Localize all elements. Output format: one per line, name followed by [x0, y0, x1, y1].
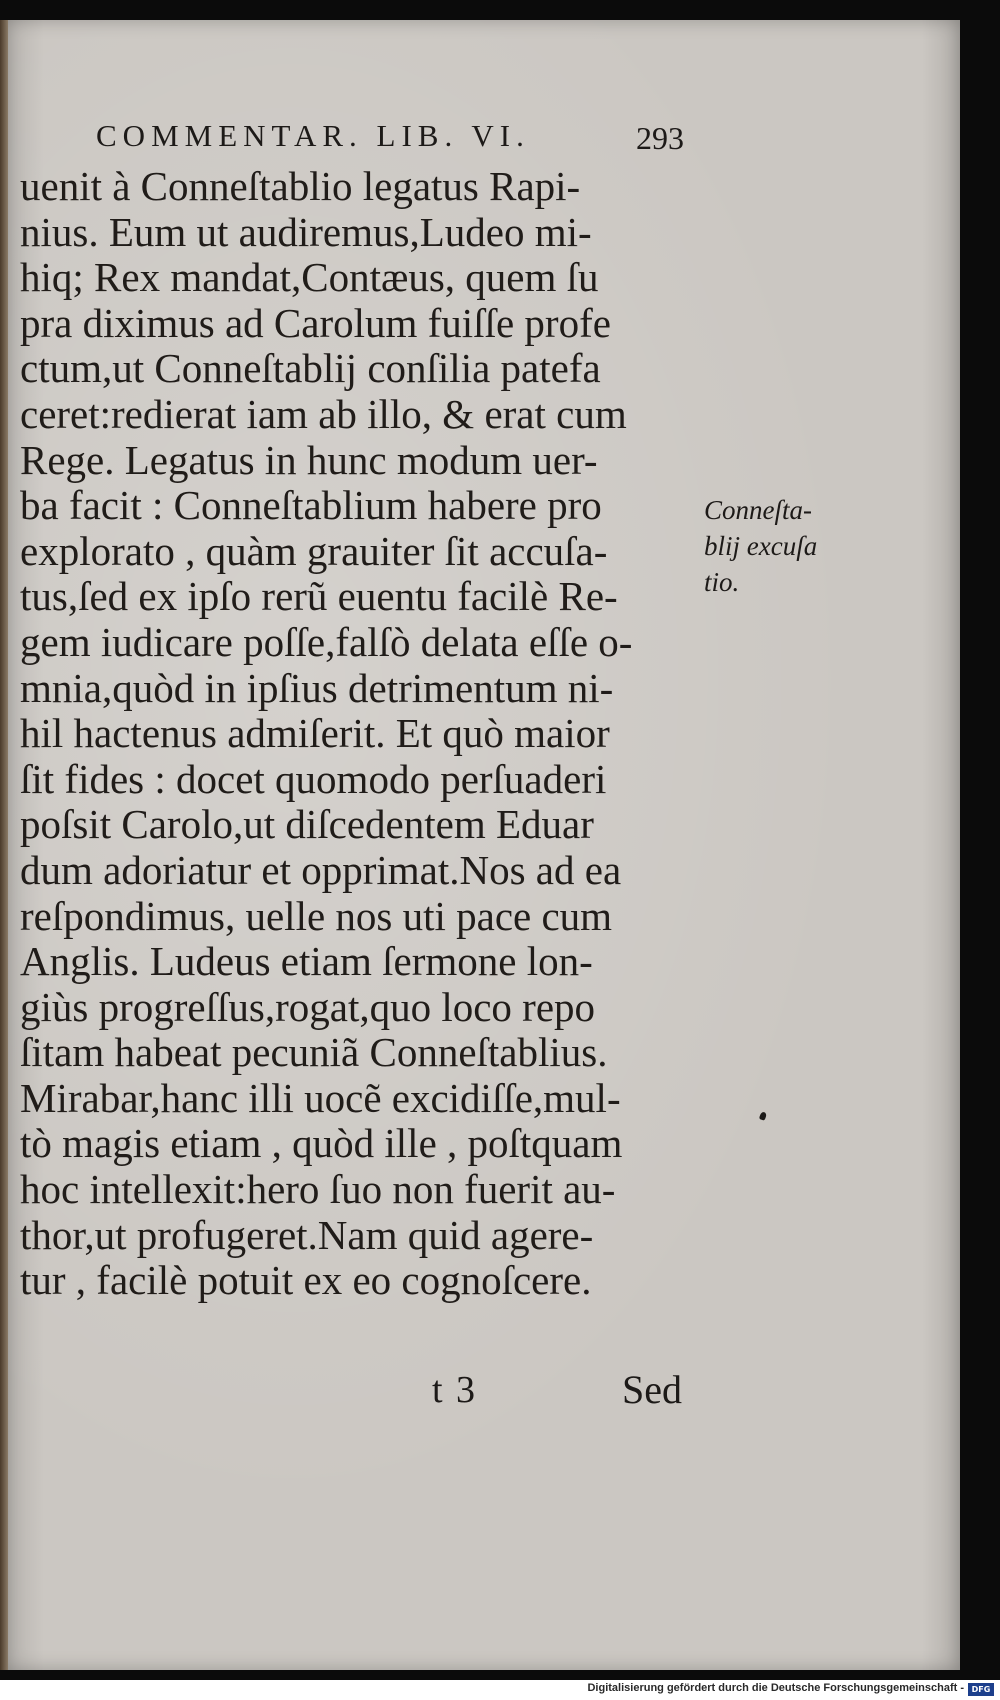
dfg-logo-icon: DFG [968, 1683, 994, 1696]
text-line: dum adoriatur et opprimat.Nos ad ea [20, 846, 622, 893]
text-line: thor,ut profugeret.Nam quid agere- [20, 1211, 594, 1258]
text-line: mnia,quòd in ipſius detrimentum ni- [20, 664, 614, 711]
digitization-footer [0, 1680, 1000, 1700]
text-line: uenit à Conneſtablio legatus Rapi- [20, 163, 581, 209]
text-line: tò magis etiam , quòd ille , poſtquam [20, 1120, 623, 1167]
running-head: COMMENTAR. LIB. VI. [96, 118, 530, 153]
text-line: nius. Eum ut audiremus,Ludeo mi- [20, 208, 592, 255]
page-edge [0, 20, 8, 1670]
text-line: Anglis. Ludeus etiam ſermone lon- [20, 938, 593, 985]
text-line: hiq; Rex mandat,Contæus, quem ſu [20, 254, 599, 301]
text-line: Rege. Legatus in hunc modum uer- [20, 436, 598, 483]
margin-note-line: tio. [704, 567, 740, 597]
catchword: Sed [622, 1367, 682, 1412]
text-line: gem iudicare poſſe,falſò delata eſſe o- [20, 618, 633, 665]
text-line: ſit fides : docet quomodo perſuaderi [20, 755, 607, 802]
margin-note [704, 492, 817, 600]
text-line: explorato , quàm grauiter ſit accuſa- [20, 527, 608, 574]
margin-note-line: Conneſta- [704, 495, 812, 525]
text-line: hil hactenus admiſerit. Et quò maior [20, 710, 610, 757]
text-line: ſitam habeat pecuniã Conneſtablius. [20, 1029, 608, 1076]
body-text [20, 164, 700, 1304]
signature-mark: t 3 [432, 1369, 478, 1411]
text-line: ceret:redierat iam ab illo, & erat cum [20, 390, 627, 437]
text-line: poſsit Carolo,ut diſcedentem Eduar [20, 801, 594, 848]
text-line: Mirabar,hanc illi uocẽ excidiſſe,mul- [20, 1074, 621, 1121]
page-number: 293 [636, 120, 684, 156]
text-line: pra diximus ad Carolum fuiſſe profe [20, 299, 611, 346]
text-line: tus,ſed ex ipſo rerũ euentu facilè Re- [20, 573, 618, 620]
text-line: reſpondimus, uelle nos uti pace cum [20, 892, 613, 939]
text-line: ba facit : Conneſtablium habere pro [20, 482, 602, 529]
text-line: giùs progreſſus,rogat,quo loco repo [20, 983, 596, 1030]
text-line: ctum,ut Conneſtablij conſilia patefa [20, 345, 601, 392]
footer-credit: Digitalisierung gefördert durch die Deutsche Forschungsgemeinschaft - [587, 1682, 964, 1694]
margin-note-line: blij excuſa [704, 531, 818, 561]
text-line: tur , facilè potuit ex eo cognoſcere. [20, 1257, 592, 1304]
text-line: hoc intellexit:hero ſuo non fuerit au- [20, 1166, 616, 1213]
